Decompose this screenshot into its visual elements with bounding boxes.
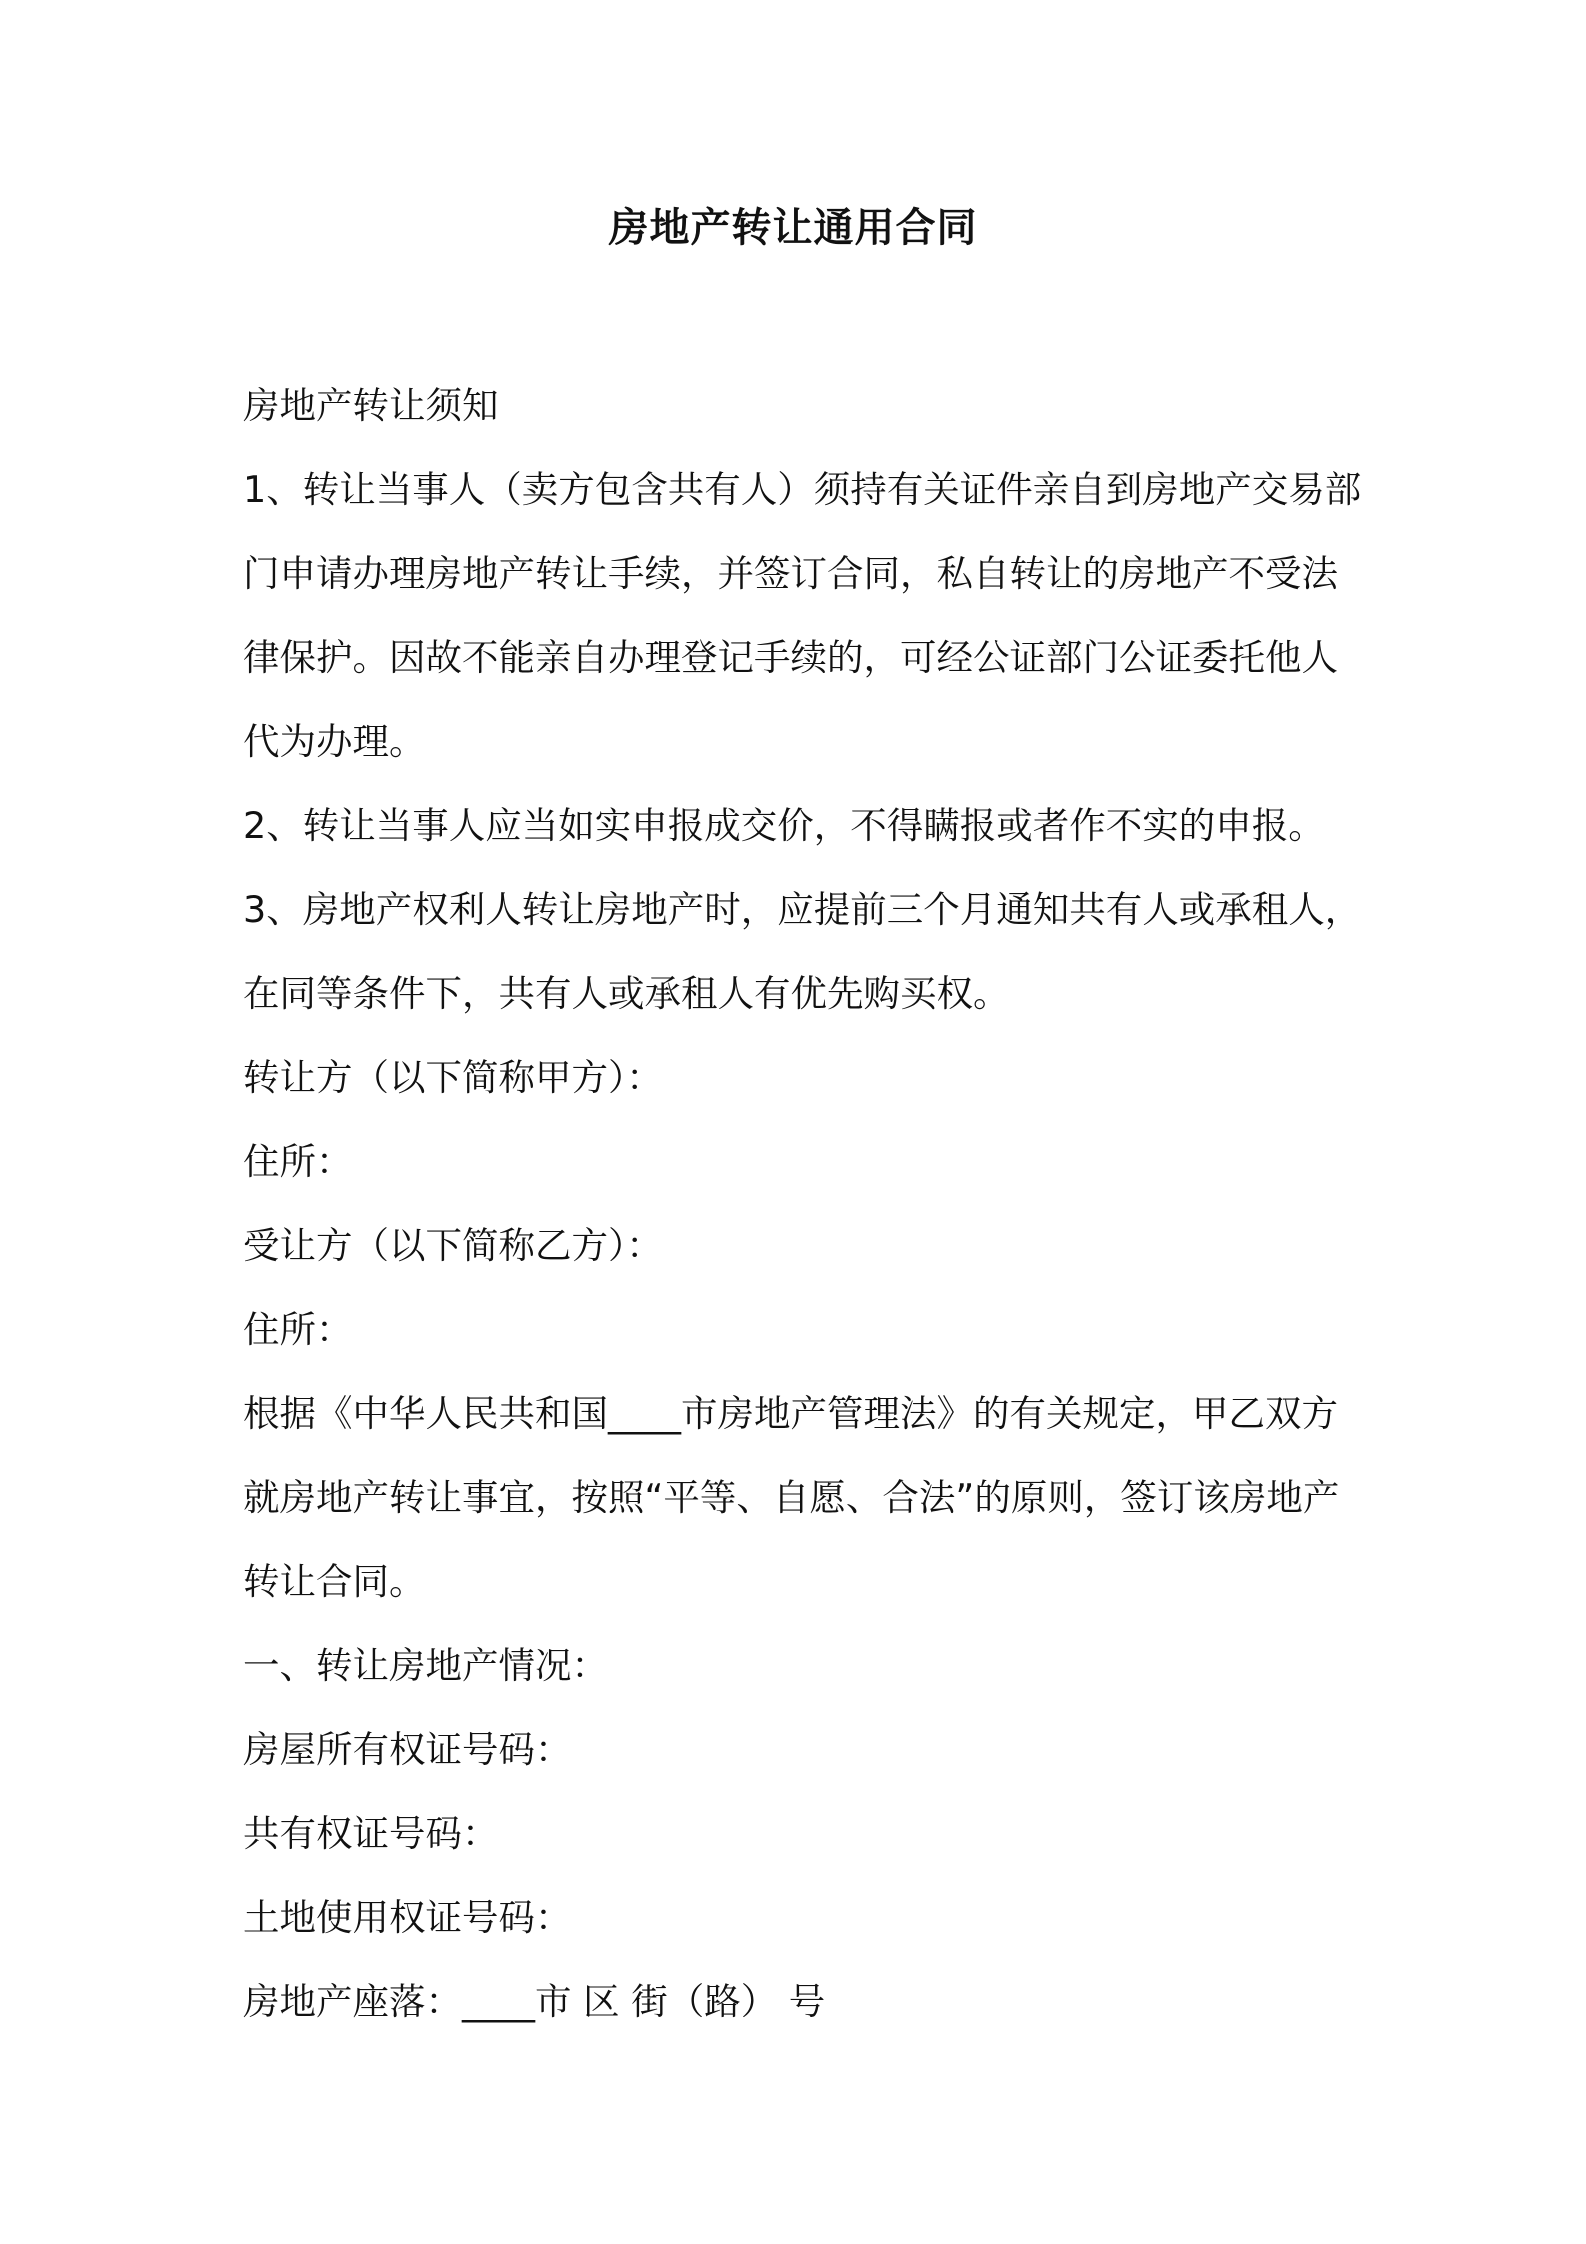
- land-use-certificate-label: 土地使用权证号码：: [243, 1896, 572, 1939]
- co-ownership-certificate-label: 共有权证号码：: [243, 1812, 499, 1855]
- transferee-label: 受让方（以下简称乙方）：: [243, 1224, 663, 1267]
- ownership-certificate-label: 房屋所有权证号码：: [243, 1728, 572, 1771]
- notice-item-2: 2、转让当事人应当如实申报成交价，不得瞒报或者作不实的申报。: [243, 804, 1325, 847]
- property-location-label: 房地产座落：____市 区 街（路） 号: [243, 1980, 826, 2023]
- transferee-address-label: 住所：: [243, 1308, 353, 1351]
- preamble-paragraph: 根据《中华人民共和国____市房地产管理法》的有关规定，甲乙双方就房地产转让事宜，按照“平等、自愿、合法”的原则，签订该房地产转让合同。: [243, 1392, 1340, 1603]
- document-body: [243, 364, 1363, 2044]
- transferor-address-label: 住所：: [243, 1140, 353, 1183]
- transferor-label: 转让方（以下简称甲方）：: [243, 1056, 663, 1099]
- notice-item-1: 1、转让当事人（卖方包含共有人）须持有关证件亲自到房地产交易部门申请办理房地产转让手续，并签订合同，私自转让的房地产不受法律保护。因故不能亲自办理登记手续的，可经公证部门公证委托他人代为办理。: [243, 468, 1362, 763]
- notice-item-3: 3、房地产权利人转让房地产时，应提前三个月通知共有人或承租人，在同等条件下，共有人或承租人有优先购买权。: [243, 888, 1362, 1015]
- document-title: 房地产转让通用合同: [608, 205, 978, 251]
- notice-heading: 房地产转让须知: [243, 384, 499, 427]
- section-1-heading: 一、转让房地产情况：: [243, 1644, 608, 1687]
